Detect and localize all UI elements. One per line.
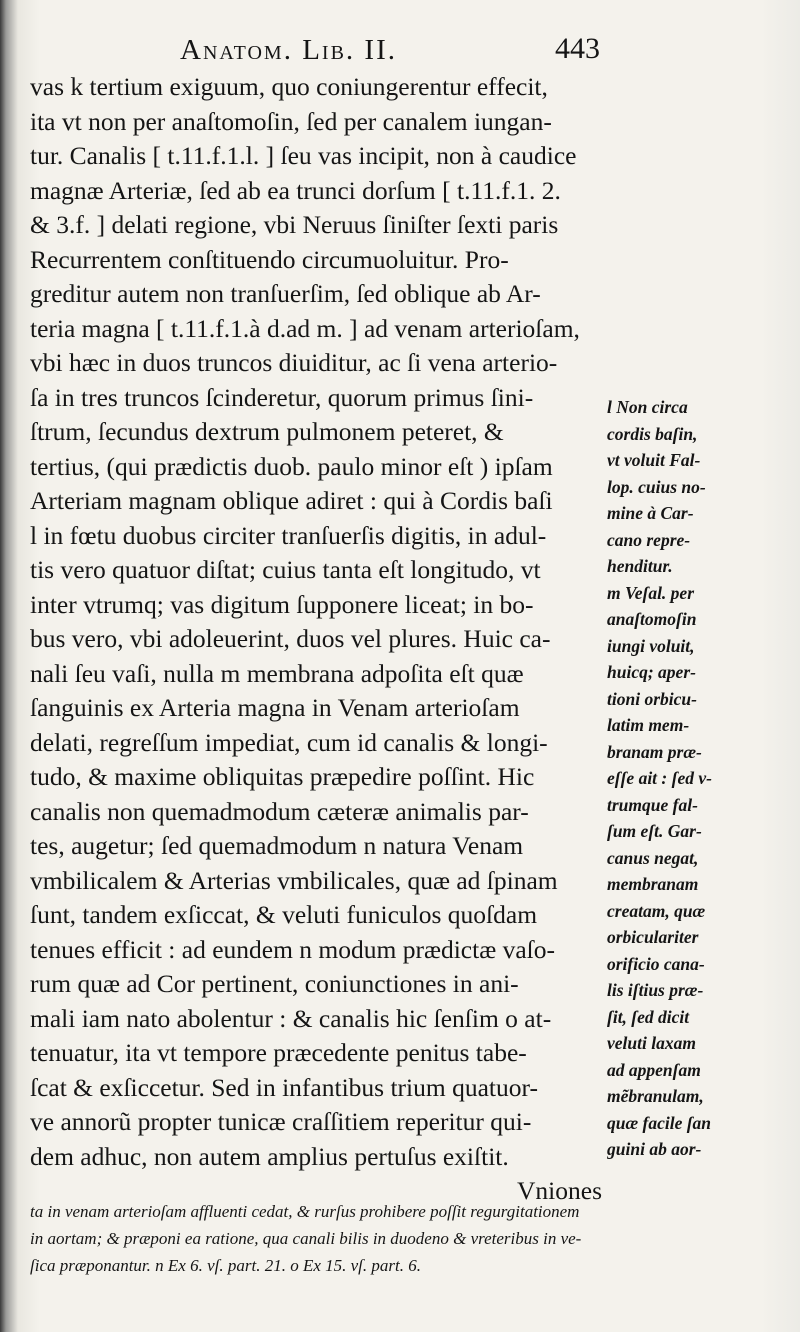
margin-note-line: orificio cana- <box>607 953 705 974</box>
text-line: dem adhuc, non autem amplius pertuſus exiſtit. <box>30 1141 509 1171</box>
text-line: magnæ Arteriæ, ſed ab ea trunci dorſum [ t.11.f.1. 2. <box>30 175 561 205</box>
margin-note-line: membranam <box>607 874 699 894</box>
margin-note-line: vt voluit Fal- <box>607 450 701 470</box>
text-line: vmbilicalem & Arterias vmbilicales, quæ ad ſpinam <box>30 865 558 895</box>
text-line: bus vero, vbi adoleuerint, duos vel plures. Huic ca- <box>30 624 551 653</box>
text-line: Arteriam magnam oblique adiret : qui à Cordis baſi <box>30 486 553 515</box>
margin-note-line: m Veſal. per <box>607 582 695 603</box>
margin-note-line: cordis baſin, <box>607 423 698 444</box>
text-line: inter vtrumq; vas digitum ſupponere liceat; in bo- <box>30 589 534 619</box>
text-line: vbi hæc in duos truncos diuiditur, ac ſi vena arterio- <box>30 348 558 377</box>
margin-note-line: trumque fal- <box>607 794 698 815</box>
text-line: canalis non quemadmodum cæteræ animalis par- <box>30 796 529 826</box>
margin-note-line: branam præ- <box>607 741 702 762</box>
text-line: tenues efficit : ad eundem n modum prædictæ vaſo- <box>30 934 555 964</box>
text-line: tur. Canalis [ t.11.f.1.l. ] ſeu vas incipit, non à caudice <box>30 141 577 170</box>
text-line: ſtrum, ſecundus dextrum pulmonem peteret, & <box>30 417 504 446</box>
margin-note-line: henditur. <box>607 556 673 576</box>
catchword: Vniones <box>517 1176 602 1205</box>
footnotes <box>30 1198 770 1279</box>
margin-note-line: canus negat, <box>607 847 699 868</box>
text-line: Recurrentem conſtituendo circumuoluitur. Pro- <box>30 244 509 274</box>
page-number: 443 <box>555 32 600 65</box>
margin-note-line: creatam, quæ <box>607 900 706 921</box>
margin-note-line: quæ facile ſan <box>607 1112 712 1133</box>
text-line: ſa in tres truncos ſcinderetur, quorum primus ſini- <box>30 382 534 412</box>
margin-note-line: tioni orbicu- <box>607 688 697 709</box>
text-line: mali iam nato abolentur : & canalis hic ſenſim o at- <box>30 1003 552 1033</box>
text-line: rum quæ ad Cor pertinent, coniunctiones in ani- <box>30 969 519 998</box>
margin-note-line: ad appenſam <box>607 1059 701 1080</box>
margin-note-line: guini ab aor- <box>607 1139 702 1159</box>
main-text-column <box>30 70 602 1209</box>
text-line: teria magna [ t.11.f.1.à d.ad m. ] ad venam arterioſam, <box>30 313 580 343</box>
text-line: ve annorũ propter tunicæ craſſitiem reperitur qui- <box>30 1107 532 1136</box>
footnote-line: ta in venam arterioſam affluenti cedat, & rurſus prohibere poſſit regurgitationem <box>30 1202 580 1221</box>
text-line: vas k tertium exiguum, quo coniungerentur effecit, <box>30 72 548 101</box>
text-line: greditur autem non tranſuerſim, ſed oblique ab Ar- <box>30 279 541 308</box>
text-line: ſanguinis ex Arteria magna in Venam arterioſam <box>30 693 520 722</box>
margin-note-line: ſit, ſed dicit <box>607 1006 690 1027</box>
running-title: Anatom. Lib. II. <box>180 34 397 66</box>
text-line: ſcat & exſiccetur. Sed in infantibus trium quatuor- <box>30 1072 538 1102</box>
text-line: l in fœtu duobus circiter tranſuerſis digitis, in adul- <box>30 520 547 550</box>
margin-note-line: lis iſtius præ- <box>607 980 704 1000</box>
text-line: delati, regreſſum impediat, cum id canalis & longi- <box>30 727 548 757</box>
margin-note-line: cano repre- <box>607 529 691 550</box>
text-line: tenuatur, ita vt tempore præcedente penitus tabe- <box>30 1038 527 1067</box>
footnote-line: in aortam; & præponi ea ratione, qua canali bilis in duodeno & vreteribus in ve- <box>30 1229 582 1248</box>
text-line: ſunt, tandem exſiccat, & veluti funiculos quoſdam <box>30 900 538 929</box>
margin-note-line: mẽbranulam, <box>607 1086 704 1106</box>
margin-note-line: veluti laxam <box>607 1033 696 1053</box>
text-line: & 3.f. ] delati regione, vbi Neruus ſiniſter ſexti paris <box>30 210 559 239</box>
margin-note-line: latim mem- <box>607 715 690 735</box>
text-line: ita vt non per anaſtomoſin, ſed per canalem iungan- <box>30 106 552 136</box>
text-line: nali ſeu vaſi, nulla m membrana adpoſita eſt quæ <box>30 658 524 688</box>
marginal-notes <box>607 394 797 1163</box>
margin-note-line: mine à Car- <box>607 503 694 523</box>
margin-note-line: anaſtomoſin <box>607 609 697 629</box>
text-line: tes, augetur; ſed quemadmodum n natura Venam <box>30 831 524 860</box>
margin-note-line: ſum eſt. Gar- <box>607 821 702 841</box>
text-line: tertius, (qui prædictis duob. paulo minor eſt ) ipſam <box>30 451 553 481</box>
margin-note-line: iungi voluit, <box>607 635 695 656</box>
margin-note-line: l Non circa <box>607 397 688 417</box>
margin-note-line: lop. cuius no- <box>607 476 706 497</box>
margin-note-line: orbiculariter <box>607 927 699 947</box>
margin-note-line: eſſe ait : ſed v- <box>607 768 712 788</box>
text-line: tudo, & maxime obliquitas præpedire poſſint. Hic <box>30 762 535 791</box>
footnote-line: ſica præponantur. n Ex 6. vſ. part. 21. o Ex 15. vſ. part. 6. <box>30 1256 421 1275</box>
margin-note-line: huicq; aper- <box>607 662 696 682</box>
text-line: tis vero quatuor diſtat; cuius tanta eſt longitudo, vt <box>30 555 541 584</box>
